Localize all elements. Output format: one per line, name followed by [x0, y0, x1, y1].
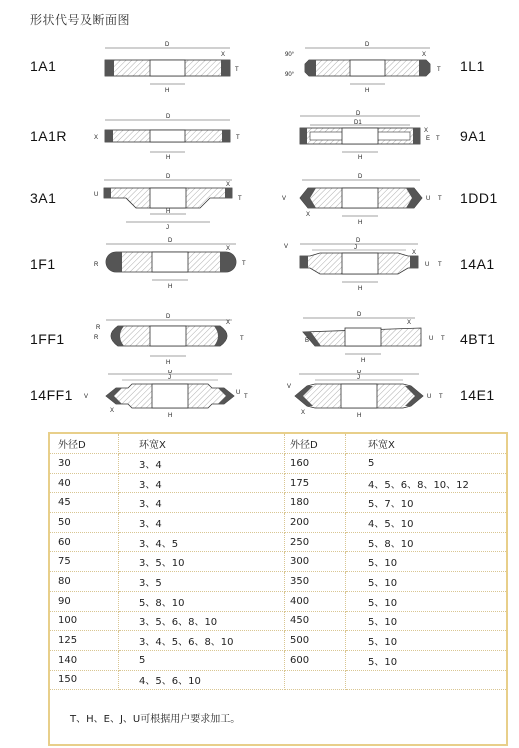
- table-row: [49, 572, 507, 592]
- dim-h-label: H: [166, 360, 171, 366]
- dim-j-label: J: [357, 375, 360, 381]
- code-1dd1: 1DD1: [460, 190, 498, 206]
- dim-v-label: V: [284, 244, 289, 250]
- dim-x-label: X: [226, 182, 231, 188]
- dim-e-label: E: [426, 136, 431, 142]
- dim-d-label: D: [365, 42, 370, 48]
- dim-d-label: D: [357, 312, 362, 318]
- diagram-14ff1: [82, 370, 252, 422]
- dim-d-label: D: [166, 314, 171, 320]
- cell-outer-diameter: 250: [285, 532, 346, 552]
- cell-ring-width: 4、5、6、10: [119, 670, 285, 690]
- dim-x-label: X: [226, 246, 231, 252]
- dim-d-label: D: [168, 238, 173, 244]
- cell-outer-diameter: 30: [49, 454, 119, 474]
- diagram-3a1: [92, 172, 252, 232]
- table-header-row: [49, 433, 507, 454]
- code-14e1: 14E1: [460, 387, 495, 403]
- dim-r-label: R: [94, 262, 99, 268]
- cell-ring-width: 3、5、10: [119, 552, 285, 572]
- spec-table: [48, 432, 508, 746]
- code-14a1: 14A1: [460, 256, 495, 272]
- cell-ring-width: 5、10: [346, 591, 508, 611]
- table-row: [49, 611, 507, 631]
- dim-h-label: H: [365, 88, 370, 94]
- header-outer-diameter: 外径D: [49, 433, 119, 454]
- dim-h-label: H: [361, 358, 366, 364]
- cell-outer-diameter: 75: [49, 552, 119, 572]
- cell-ring-width: 5、10: [346, 552, 508, 572]
- dim-d-label: D: [358, 174, 363, 180]
- angle-label: 90°: [285, 72, 295, 78]
- dim-j-label: J: [354, 245, 357, 251]
- dim-u-label: U: [425, 262, 430, 268]
- diagram-1ff1: [90, 312, 250, 372]
- table-row: [49, 591, 507, 611]
- dim-j-label: J: [168, 375, 171, 381]
- dim-t-label: T: [244, 394, 248, 400]
- angle-label: 90°: [285, 52, 295, 58]
- dim-x-label: X: [424, 128, 429, 134]
- code-1ff1: 1FF1: [30, 331, 65, 347]
- cell-outer-diameter: 125: [49, 631, 119, 651]
- cell-outer-diameter: 600: [285, 650, 346, 670]
- cell-ring-width: 3、4: [119, 493, 285, 513]
- dim-x-label: X: [301, 410, 306, 416]
- diagram-1dd1: [280, 172, 450, 232]
- cell-outer-diameter: 100: [49, 611, 119, 631]
- cell-outer-diameter: [285, 670, 346, 690]
- dim-t-label: T: [236, 135, 240, 141]
- dim-h-label: H: [358, 220, 363, 226]
- code-3a1: 3A1: [30, 190, 57, 206]
- code-1f1: 1F1: [30, 256, 56, 272]
- dim-h-label: H: [357, 413, 362, 419]
- cell-ring-width: 3、5、6、8、10: [119, 611, 285, 631]
- cell-ring-width: 3、4、5: [119, 532, 285, 552]
- cell-ring-width: 5、10: [346, 611, 508, 631]
- table-row: [49, 454, 507, 474]
- dim-h-label: H: [165, 88, 170, 94]
- cell-ring-width: 5: [346, 454, 508, 474]
- header-ring-width: 环宽X: [119, 433, 285, 454]
- dim-r-label: R: [96, 325, 101, 331]
- cell-outer-diameter: 40: [49, 473, 119, 493]
- cell-outer-diameter: 300: [285, 552, 346, 572]
- dim-d-label: D: [166, 114, 171, 120]
- cell-outer-diameter: 350: [285, 572, 346, 592]
- dim-x-label: X: [226, 320, 231, 326]
- dim-u-label: U: [429, 336, 434, 342]
- dim-b-label: B: [305, 338, 310, 344]
- cell-ring-width: 3、4、5、6、8、10: [119, 631, 285, 651]
- table-row: [49, 513, 507, 533]
- dim-v-label: V: [84, 394, 89, 400]
- dim-d-label: D: [165, 42, 170, 48]
- cell-outer-diameter: 80: [49, 572, 119, 592]
- dim-t-label: T: [436, 136, 440, 142]
- page-title: 形状代号及断面图: [30, 13, 131, 27]
- cell-ring-width: 5: [119, 650, 285, 670]
- table-row: [49, 650, 507, 670]
- dim-x-label: X: [412, 250, 417, 256]
- diagram-1l1: [285, 40, 450, 95]
- dim-u-label: U: [426, 196, 431, 202]
- dim-x-label: X: [407, 320, 412, 326]
- cell-ring-width: 3、5: [119, 572, 285, 592]
- dim-h-label: H: [166, 209, 171, 215]
- dim-t-label: T: [242, 261, 246, 267]
- cell-ring-width: 4、5、10: [346, 513, 508, 533]
- cell-outer-diameter: 90: [49, 591, 119, 611]
- table-row: [49, 631, 507, 651]
- cell-outer-diameter: 500: [285, 631, 346, 651]
- dim-r-label: R: [94, 335, 99, 341]
- dim-t-label: T: [439, 394, 443, 400]
- dim-t-label: T: [437, 67, 441, 73]
- header-outer-diameter: 外径D: [285, 433, 346, 454]
- code-1l1: 1L1: [460, 58, 485, 74]
- cell-outer-diameter: 50: [49, 513, 119, 533]
- dim-x-label: X: [306, 212, 311, 218]
- dim-d1-label: D1: [354, 120, 362, 126]
- cell-outer-diameter: 200: [285, 513, 346, 533]
- cell-ring-width: 5、10: [346, 631, 508, 651]
- dim-h-label: H: [168, 413, 173, 419]
- cell-outer-diameter: 60: [49, 532, 119, 552]
- dim-h-label: H: [358, 155, 363, 161]
- dim-t-label: T: [438, 196, 442, 202]
- code-4bt1: 4BT1: [460, 331, 496, 347]
- cell-ring-width: 4、5、6、8、10、12: [346, 473, 508, 493]
- header-ring-width: 环宽X: [346, 433, 508, 454]
- diagram-14a1: [282, 236, 452, 294]
- table-row: [49, 473, 507, 493]
- dim-x-label: X: [422, 52, 427, 58]
- cell-outer-diameter: 45: [49, 493, 119, 513]
- dim-v-label: V: [282, 196, 287, 202]
- dim-d-label: D: [357, 370, 362, 375]
- cell-ring-width: 5、7、10: [346, 493, 508, 513]
- dim-x-label: X: [221, 52, 226, 58]
- cell-ring-width: 5、8、10: [119, 591, 285, 611]
- code-1a1: 1A1: [30, 58, 57, 74]
- dim-d-label: D: [356, 238, 361, 244]
- cell-outer-diameter: 140: [49, 650, 119, 670]
- dim-t-label: T: [441, 336, 445, 342]
- dim-v-label: V: [287, 384, 292, 390]
- table-note: T、H、E、J、U可根据用户要求加工。: [70, 713, 241, 725]
- diagram-4bt1: [285, 310, 455, 370]
- dim-d-label: D: [168, 370, 173, 375]
- dim-t-label: T: [240, 336, 244, 342]
- cell-outer-diameter: 150: [49, 670, 119, 690]
- cell-outer-diameter: 180: [285, 493, 346, 513]
- dim-t-label: T: [238, 196, 242, 202]
- dim-d-label: D: [356, 111, 361, 117]
- cell-outer-diameter: 175: [285, 473, 346, 493]
- dim-x-label: X: [94, 135, 99, 141]
- cell-ring-width: 5、10: [346, 650, 508, 670]
- dim-u-label: U: [94, 192, 99, 198]
- cell-outer-diameter: 400: [285, 591, 346, 611]
- dim-h-label: H: [358, 286, 363, 292]
- diagram-9a1: [290, 110, 450, 162]
- cell-ring-width: 5、10: [346, 572, 508, 592]
- diagram-1f1: [92, 236, 252, 294]
- cell-ring-width: 3、4: [119, 513, 285, 533]
- cell-ring-width: 5、8、10: [346, 532, 508, 552]
- table-row: [49, 532, 507, 552]
- dim-t-label: T: [235, 67, 239, 73]
- diagram-1a1r: [90, 112, 250, 162]
- dim-d-label: D: [166, 174, 171, 180]
- table-row: [49, 552, 507, 572]
- table-row: [49, 493, 507, 513]
- dim-x-label: X: [110, 408, 115, 414]
- dim-t-label: T: [438, 262, 442, 268]
- code-1a1r: 1A1R: [30, 128, 68, 144]
- dim-h-label: H: [166, 155, 171, 161]
- code-14ff1: 14FF1: [30, 387, 73, 403]
- cell-ring-width: 3、4: [119, 473, 285, 493]
- table-row: [49, 670, 507, 690]
- note-row: [49, 690, 507, 746]
- code-9a1: 9A1: [460, 128, 487, 144]
- dim-u-label: U: [236, 390, 241, 396]
- cell-outer-diameter: 160: [285, 454, 346, 474]
- diagram-14e1: [285, 370, 455, 422]
- diagram-1a1: [95, 40, 245, 95]
- cell-ring-width: 3、4: [119, 454, 285, 474]
- dim-h-label: H: [168, 284, 173, 290]
- dim-j-label: J: [166, 225, 169, 231]
- dim-u-label: U: [427, 394, 432, 400]
- cell-outer-diameter: 450: [285, 611, 346, 631]
- cell-ring-width: [346, 670, 508, 690]
